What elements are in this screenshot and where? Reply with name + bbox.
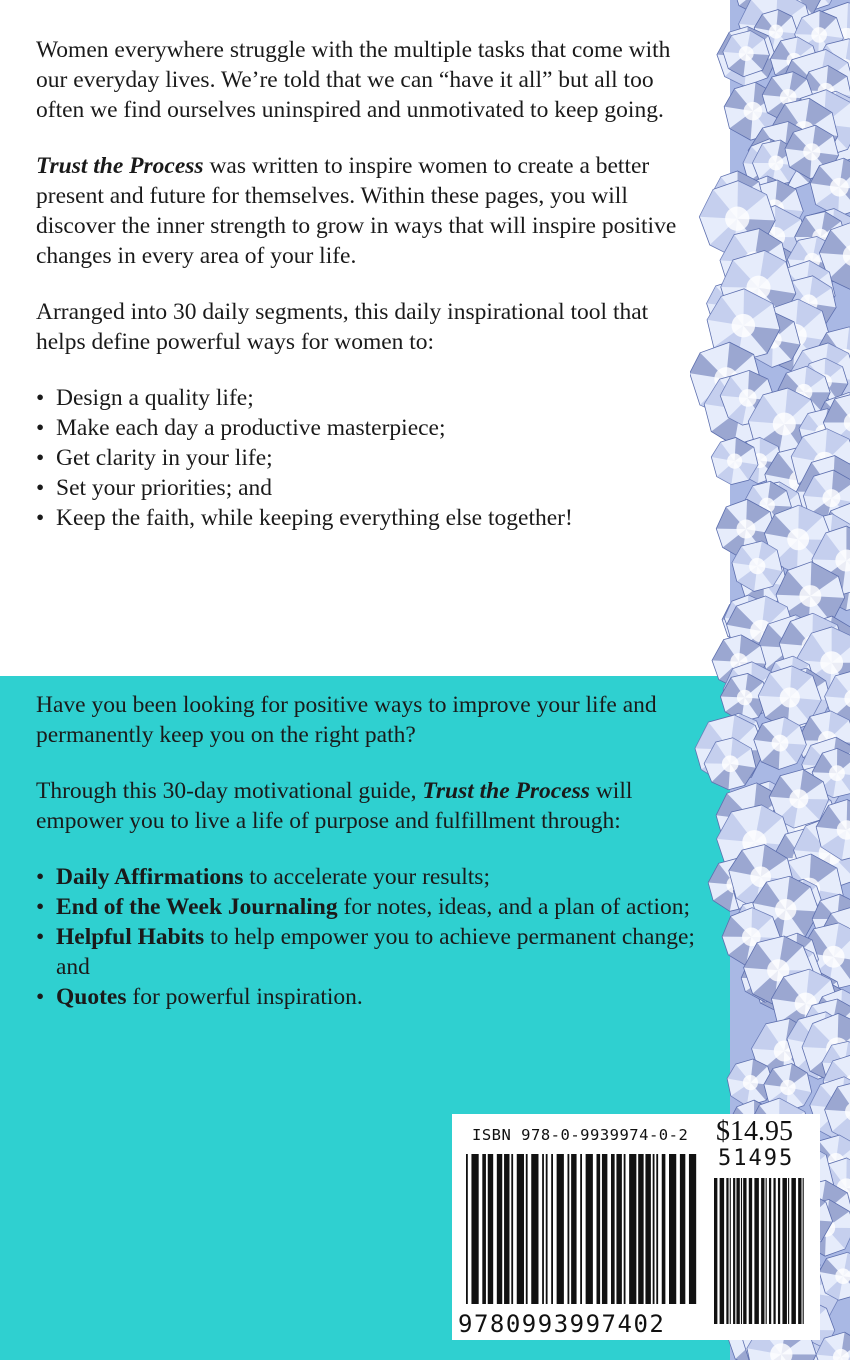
list-item: • Keep the faith, while keeping everything else together!	[36, 503, 696, 533]
feature-name: End of the Week Journaling	[56, 894, 338, 920]
addon-barcode-bars	[714, 1178, 810, 1324]
list-item: • Set your priorities; and	[36, 473, 696, 503]
list-item	[36, 982, 696, 1012]
feature-desc: to accelerate your results;	[243, 864, 490, 890]
bottom-description	[36, 690, 696, 1012]
purpose-text: was written to inspire women to create a better present and future for themselves. Within these pages, you will discover the inner strength to grow in ways that will inspire positive changes in every area of your life.	[36, 153, 677, 269]
top-description	[36, 35, 696, 533]
feature-desc: to help empower you to achieve permanent change; and	[56, 924, 695, 980]
purpose-paragraph	[36, 151, 696, 271]
guide-post-text: will empower you to live a life of purpose and fulfillment through:	[36, 778, 633, 834]
price-label: $14.95	[716, 1116, 793, 1147]
list-item: • Make each day a productive masterpiece;	[36, 413, 696, 443]
guide-book-title: Trust the Process	[422, 778, 590, 804]
benefit-list	[36, 383, 696, 533]
price-addon-code: 51495	[718, 1146, 795, 1171]
list-item: • Design a quality life;	[36, 383, 696, 413]
list-item: • Get clarity in your life;	[36, 443, 696, 473]
feature-name: Helpful Habits	[56, 924, 205, 950]
feature-name: Quotes	[56, 984, 127, 1010]
feature-list	[36, 862, 696, 1012]
feature-desc: for notes, ideas, and a plan of action;	[337, 894, 691, 920]
intro-paragraph: Women everywhere struggle with the multiple tasks that come with our everyday lives. We’re told that we can “have it all” but all too often we find ourselves uninspired and unmotivated to keep going.	[36, 37, 671, 123]
barcode-block	[452, 1114, 820, 1340]
feature-name: Daily Affirmations	[56, 864, 244, 890]
arranged-paragraph: Arranged into 30 daily segments, this daily inspirational tool that helps define powerful ways for women to:	[36, 299, 649, 355]
book-title-italic: Trust the Process	[36, 153, 204, 179]
isbn-number: ISBN 978-0-9939974-0-2	[472, 1126, 689, 1144]
list-item	[36, 922, 696, 982]
list-item	[36, 892, 696, 922]
ean-barcode-bars	[466, 1154, 698, 1314]
guide-paragraph	[36, 776, 696, 836]
ean-digits: 9780993997402	[458, 1310, 666, 1338]
guide-pre-text: Through this 30-day motivational guide,	[36, 778, 423, 804]
question-paragraph: Have you been looking for positive ways to improve your life and permanently keep you on the right path?	[36, 692, 657, 748]
list-item	[36, 862, 696, 892]
feature-desc: for powerful inspiration.	[126, 984, 363, 1010]
